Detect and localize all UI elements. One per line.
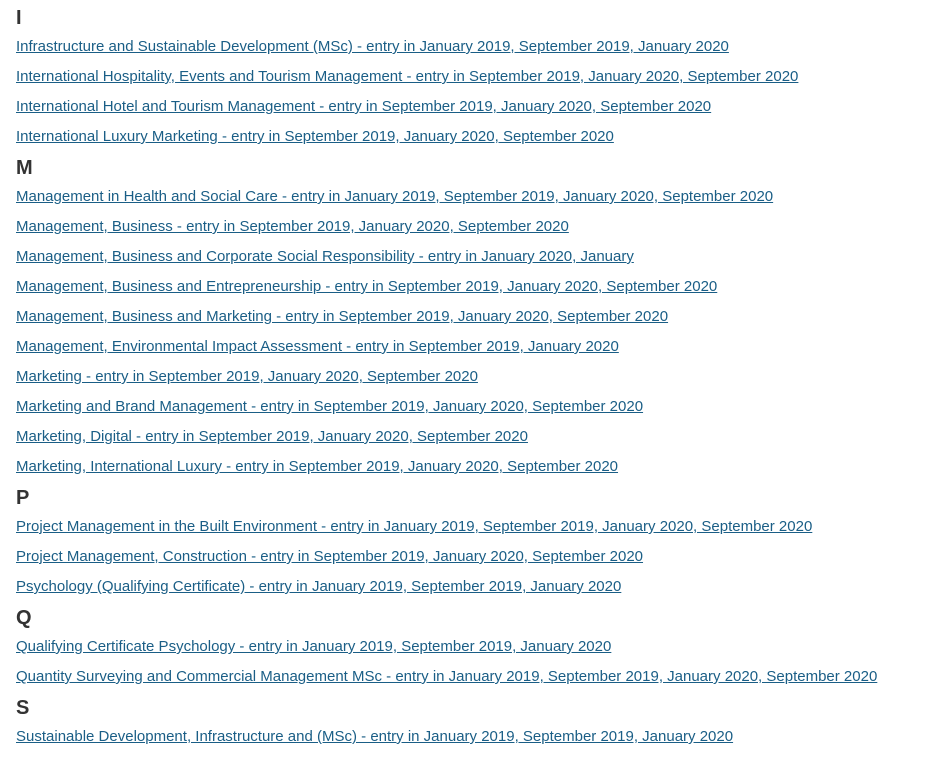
course-list (16, 512, 952, 602)
section-s (16, 694, 952, 752)
section-letter: M (16, 157, 33, 179)
course-link[interactable]: Marketing and Brand Management - entry in September 2019, January 2020, September 2020 (16, 398, 644, 415)
section-letter: S (16, 697, 30, 719)
course-link[interactable]: Sustainable Development, Infrastructure and (MSc) - entry in January 2019, September 2019, January 2020 (16, 728, 734, 745)
list-item (16, 212, 952, 242)
course-link[interactable]: Qualifying Certificate Psychology - entry in January 2019, September 2019, January 2020 (16, 638, 612, 655)
list-item (16, 92, 952, 122)
list-item (16, 362, 952, 392)
course-link[interactable]: Management, Business - entry in September 2019, January 2020, September 2020 (16, 218, 569, 235)
list-item (16, 662, 952, 692)
list-item (16, 32, 952, 62)
list-item (16, 542, 952, 572)
list-item (16, 242, 952, 272)
list-item (16, 422, 952, 452)
course-list (16, 32, 952, 152)
course-list (16, 182, 952, 482)
course-index (16, 4, 952, 752)
list-item (16, 512, 952, 542)
course-link[interactable]: Project Management, Construction - entry in September 2019, January 2020, September 2020 (16, 548, 644, 565)
course-link[interactable]: International Luxury Marketing - entry in September 2019, January 2020, September 2020 (16, 128, 614, 145)
section-letter: P (16, 487, 30, 509)
course-link[interactable]: Marketing, Digital - entry in September 2019, January 2020, September 2020 (16, 428, 528, 445)
course-link[interactable]: Psychology (Qualifying Certificate) - entry in January 2019, September 2019, January 2020 (16, 578, 622, 595)
course-list (16, 722, 952, 752)
section-i (16, 4, 952, 152)
course-link[interactable]: Management, Business and Corporate Social Responsibility - entry in January 2020, January (16, 248, 634, 265)
list-item (16, 302, 952, 332)
course-link[interactable]: Marketing, International Luxury - entry in September 2019, January 2020, September 2020 (16, 458, 619, 475)
list-item (16, 122, 952, 152)
course-link[interactable]: Management, Environmental Impact Assessment - entry in September 2019, January 2020 (16, 338, 619, 355)
list-item (16, 392, 952, 422)
section-letter: Q (16, 607, 32, 629)
course-list (16, 632, 952, 692)
list-item (16, 62, 952, 92)
course-link[interactable]: Marketing - entry in September 2019, January 2020, September 2020 (16, 368, 478, 385)
course-link[interactable]: Management in Health and Social Care - entry in January 2019, September 2019, January 2020, September 2020 (16, 188, 774, 205)
course-link[interactable]: Management, Business and Entrepreneurship - entry in September 2019, January 2020, September 2020 (16, 278, 718, 295)
list-item (16, 452, 952, 482)
list-item (16, 572, 952, 602)
list-item (16, 332, 952, 362)
section-letter: I (16, 7, 22, 29)
course-link[interactable]: Management, Business and Marketing - entry in September 2019, January 2020, September 2020 (16, 308, 669, 325)
course-link[interactable]: Quantity Surveying and Commercial Management MSc - entry in January 2019, September 2019, January 2020, September 2020 (16, 668, 878, 685)
section-q (16, 604, 952, 692)
course-link[interactable]: Project Management in the Built Environment - entry in January 2019, September 2019, January 2020, September 2020 (16, 518, 813, 535)
course-link[interactable]: International Hospitality, Events and Tourism Management - entry in September 2019, January 2020, September 2020 (16, 68, 799, 85)
list-item (16, 182, 952, 212)
list-item (16, 632, 952, 662)
course-link[interactable]: International Hotel and Tourism Management - entry in September 2019, January 2020, September 2020 (16, 98, 712, 115)
section-p (16, 484, 952, 602)
course-link[interactable]: Infrastructure and Sustainable Development (MSc) - entry in January 2019, September 2019, January 2020 (16, 38, 729, 55)
section-m (16, 154, 952, 482)
list-item (16, 722, 952, 752)
list-item (16, 272, 952, 302)
